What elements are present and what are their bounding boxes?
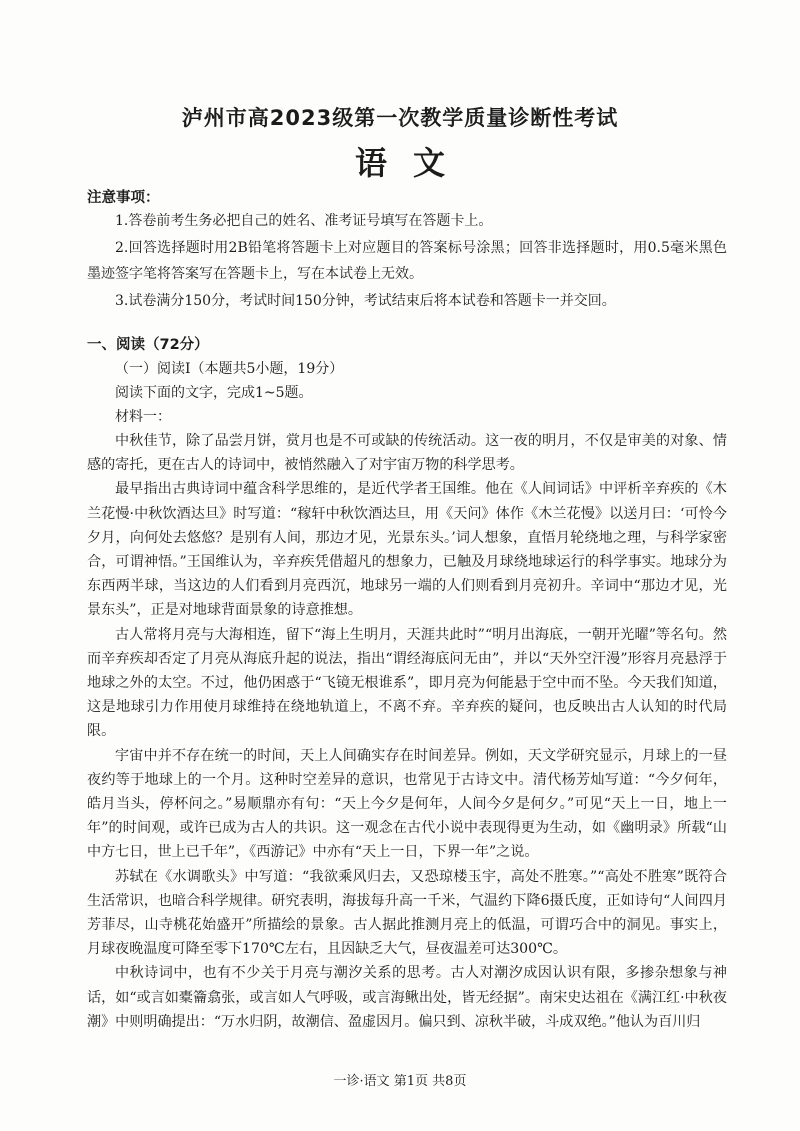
- notice-heading: 注意事项：: [87, 190, 160, 206]
- notice-item: 2.回答选择题时用2B铅笔将答题卡上对应题目的答案标号涂黑；回答非选择题时，用0.5毫米黑色墨迹签字笔将答案写在答题卡上，写在本试卷上无效。: [87, 239, 727, 282]
- reading-instruction: 阅读下面的文字，完成1~5题。: [115, 385, 313, 401]
- notice-list: [87, 208, 727, 314]
- notice-item: 3.试卷满分150分，考试时间150分钟，考试结束后将本试卷和答题卡一并交回。: [115, 292, 616, 309]
- passage-paragraph: 宇宙中并不存在统一的时间，天上人间确实存在时间差异。例如，天文学研究显示，月球上的一昼夜约等于地球上的一个月。这种时空差异的意识，也常见于古诗文中。清代杨芳灿写道：“今夕何年，皓月当头，停杯问之。”易顺鼎亦有句：“天上今夕是何年，人间今夕是何夕。”可见“天上一日，地上一年”的时间观，或许已成为古人的共识。这一观念在古代小说中表现得更为生动，如《幽明录》所载“山中方七日，世上已千年”，《西游记》中亦有“天上一日，下界一年”之说。: [87, 747, 727, 861]
- notice-item: 1.答卷前考生务必把自己的姓名、准考证号填写在答题卡上。: [115, 213, 493, 229]
- page-footer: 一诊·语文 第1页 共8页: [333, 1074, 467, 1089]
- passage-paragraph: 中秋佳节，除了品尝月饼，赏月也是不可或缺的传统活动。这一夜的明月，不仅是审美的对象、情感的寄托，更在古人的诗词中，被悄然融入了对宇宙万物的科学思考。: [87, 433, 727, 474]
- passage-paragraph: 古人常将月亮与大海相连，留下“海上生明月，天涯共此时”“明月出海底，一朝开光曜”等名句。然而辛弃疾却否定了月亮从海底升起的说法，指出“谓经海底问无由”，并以“天外空汗漫”形容月亮悬浮于地球之外的太空。不过，他仍困惑于“飞镜无根谁系”，即月亮为何能悬于空中而不坠。今天我们知道，这是地球引力作用使月球维持在绕地轨道上，不离不弃。辛弃疾的疑问，也反映出古人认知的时代局限。: [87, 626, 727, 740]
- section-heading: 一、阅读（72分）: [87, 337, 209, 353]
- passage-paragraph: 中秋诗词中，也有不少关于月亮与潮汐关系的思考。古人对潮汐成因认识有限，多掺杂想象与神话，如“或言如橐籥翕张，或言如人气呼吸，或言海鳅出处，皆无经据”。南宋史达祖在《满江红·中秋夜潮》中则明确提出：“万水归阴，故潮信、盈虚因月。偏只到、凉秋半破，斗成双绝。”他认为百川归: [87, 965, 727, 1030]
- passage-paragraph: 苏轼在《水调歌头》中写道：“我欲乘风归去，又恐琼楼玉宇，高处不胜寒。”“高处不胜寒”既符合生活常识，也暗合科学规律。研究表明，海拔每升高一千米，气温约下降6摄氏度，正如诗句“人间四月芳菲尽，山寺桃花始盛开”所描绘的景象。古人据此推测月亮上的低温，可谓巧合中的洞见。事实上，月球夜晚温度可降至零下170℃左右，且因缺乏大气，昼夜温差可达300℃。: [87, 868, 727, 958]
- section-intro: [115, 357, 343, 429]
- material-label: 材料一：: [115, 409, 171, 425]
- subsection-heading: （一）阅读Ⅰ（本题共5小题，19分）: [115, 361, 344, 377]
- reading-passage: [87, 429, 727, 1034]
- exam-title: 泸州市高2023级第一次教学质量诊断性考试: [181, 106, 619, 130]
- passage-paragraph: 最早指出古典诗词中蕴含科学思维的，是近代学者王国维。他在《人间词话》中评析辛弃疾的《木兰花慢·中秋饮酒达旦》时写道：“稼轩中秋饮酒达旦，用《天问》体作《木兰花慢》以送月曰：‘可怜今夕月，向何处去悠悠？是别有人间，那边才见，光景东头。’词人想象，直悟月轮绕地之理，与科学家密合，可谓神悟。”王国维认为，辛弃疾凭借超凡的想象力，已触及月球绕地球运行的科学事实。地球分为东西两半球，当这边的人们看到月亮西沉，地球另一端的人们则看到月亮初升。辛词中“那边才见，光景东头”，正是对地球背面景象的诗意推想。: [87, 481, 727, 619]
- subject-title: 语文: [354, 144, 471, 182]
